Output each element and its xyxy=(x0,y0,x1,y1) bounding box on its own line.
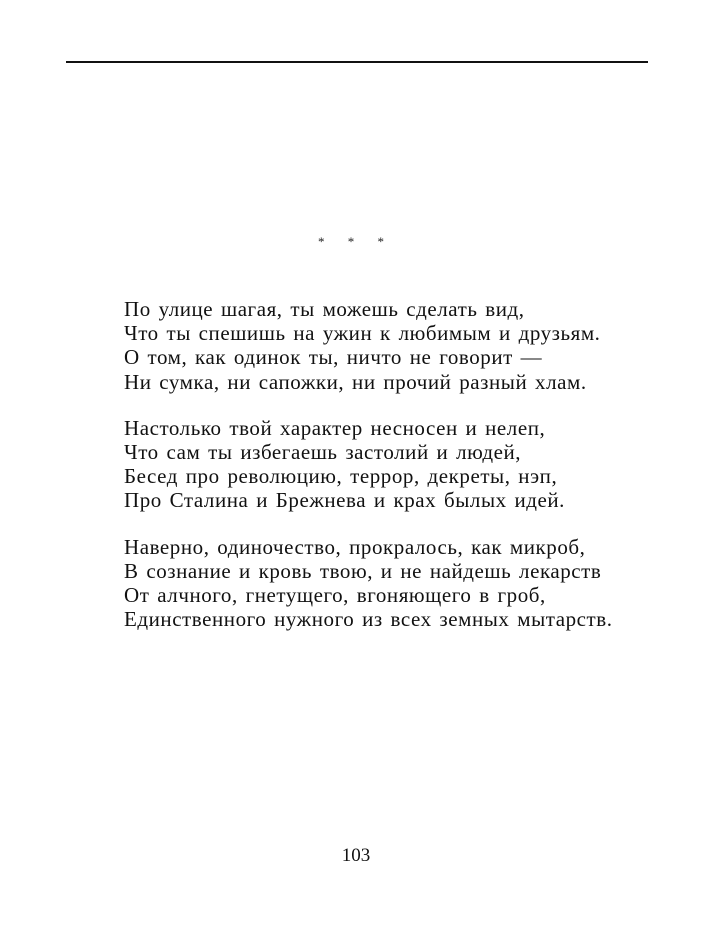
stanza xyxy=(124,535,684,632)
section-ornament: * * * xyxy=(318,234,394,249)
poem-line: Про Сталина и Брежнева и крах былых идей. xyxy=(124,488,565,513)
poem-line: По улице шагая, ты можешь сделать вид, xyxy=(124,297,525,321)
poem-line: Бесед про революцию, террор, декреты, нэп, xyxy=(124,464,558,489)
stanza xyxy=(124,416,684,513)
top-rule xyxy=(66,61,648,63)
poem-line: Что ты спешишь на ужин к любимым и друзьям. xyxy=(124,321,601,346)
poem-line: Единственного нужного из всех земных мытарств. xyxy=(124,607,613,632)
poem-line: В сознание и кровь твою, и не найдешь лекарств xyxy=(124,558,602,583)
poem-line: Что сам ты избегаешь застолий и людей, xyxy=(124,440,522,465)
poem-line: О том, как одинок ты, ничто не говорит — xyxy=(124,345,543,370)
stanza xyxy=(124,297,684,394)
page-number: 103 xyxy=(341,845,371,866)
poem-line: Настолько твой характер несносен и нелеп, xyxy=(124,415,546,440)
poem-line: Ни сумка, ни сапожки, ни прочий разный хлам. xyxy=(124,369,587,394)
poem-line: От алчного, гнетущего, вгоняющего в гроб, xyxy=(124,583,546,608)
poem-line: Наверно, одиночество, прокралось, как микроб, xyxy=(124,534,586,559)
poem xyxy=(124,297,684,653)
